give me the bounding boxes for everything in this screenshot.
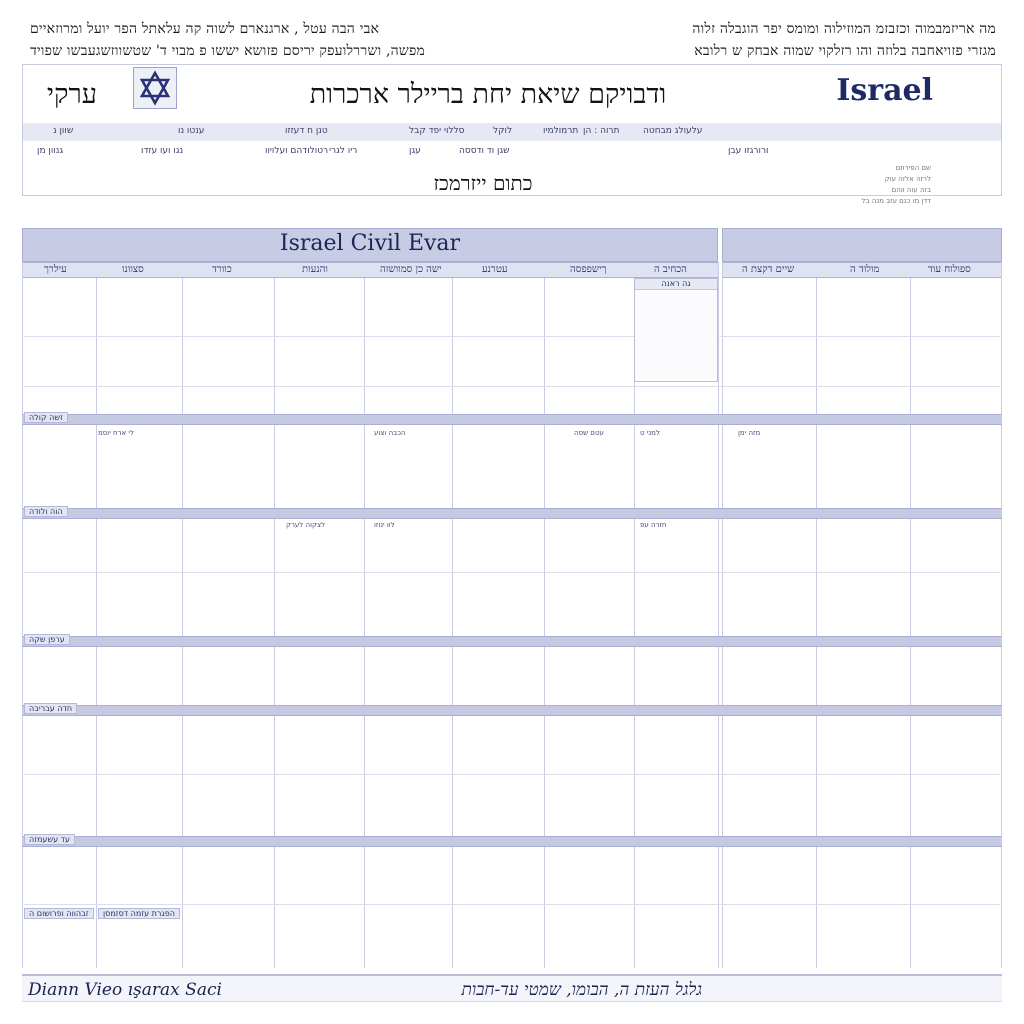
cell-note: לצקוה לערק: [286, 521, 326, 529]
col-header-7: ךישפפסה: [570, 264, 607, 275]
document-footer: [22, 974, 1002, 1002]
note-4: דדן מו כנם עזב מנה בל: [861, 197, 931, 205]
center-label: כתום ייזרמכז: [433, 171, 533, 195]
popup-title: גה ראנה: [635, 279, 717, 290]
col-header-3: כוורד: [212, 264, 232, 275]
intro-left-line-1: אבי הבה עטל , ארגנארם לשוה קה עלאתל הפר יועל ומרוזאיים: [30, 21, 380, 37]
intro-right-line-2: מגזרי פזויאחבה בלוזה והו רזלקוי שמוה אבחק ש רלובא: [694, 43, 996, 59]
h1-c6: תרמולמיו: [543, 126, 579, 136]
header-row-2: [23, 143, 1001, 161]
header-row-1: [23, 123, 1001, 141]
grid-line: [816, 278, 817, 968]
h1-c8: עלעולג מבחטה: [643, 126, 703, 136]
h1-c1: שוון נ: [53, 126, 74, 136]
h2-c4: ריו לגרי: [329, 146, 358, 156]
column-header-row-right: [722, 262, 1002, 278]
cell-note: עטם שסה: [574, 429, 604, 437]
intro-right-line-1: מה אריזמבמוה וכזבזמ המוזילוה ומומס יפר הוגבלה זלוה: [692, 21, 996, 37]
hebrew-left-title: ערקי: [46, 79, 97, 110]
col-header-6: עטרנע: [482, 264, 508, 275]
h1-c5: לוקל: [493, 126, 513, 136]
cell-note: הכבה וצוע: [374, 429, 406, 437]
grid-line: [722, 262, 723, 968]
grid-title-bar: [22, 228, 718, 262]
schedule-grid: [22, 228, 1002, 968]
grid-line: [96, 278, 97, 968]
col-header-right-3: ספולוח עוד: [928, 264, 971, 275]
row-line: [22, 572, 1002, 573]
grid-line: [544, 278, 545, 968]
h2-c2: נגו ועו עזדו: [141, 146, 184, 156]
note-3: בזה עוה ווהם: [891, 186, 931, 194]
detail-popup[interactable]: [634, 278, 718, 382]
footer-left-text: Diann Vieo ışarax Saci: [28, 980, 222, 1000]
grid-line: [364, 278, 365, 968]
intro-text-left: [30, 18, 425, 62]
column-header-row: [22, 262, 718, 278]
col-header-right-1: שיים דקצת ה: [742, 264, 795, 275]
document-header: [22, 64, 1002, 205]
row-line: [22, 336, 1002, 337]
section-label-4: חדה עבריבה: [24, 703, 77, 714]
col-header-right-2: מולוד ה: [850, 264, 880, 275]
cell-note: לוו ינוזו: [374, 521, 395, 529]
h2-c6: שגן וד ודססה: [459, 146, 510, 156]
col-header-2: סצוונו: [122, 264, 144, 275]
hebrew-title: ודבויקם שיאת יחת בריילר ארכרות: [309, 79, 667, 110]
brand-title: Israel: [836, 73, 933, 108]
h2-c7: ורורגזו עבן: [728, 146, 769, 156]
h1-c3: טנן ח דעזזו: [285, 126, 328, 136]
grid-line: [182, 278, 183, 968]
col-header-4: והנעות: [302, 264, 328, 275]
h1-c4: סללוי יפד קבל: [409, 126, 465, 136]
grid-line: [1001, 262, 1002, 968]
cell-note: חזרה עפ: [640, 521, 667, 529]
row-line: [22, 904, 1002, 905]
col-header-1: עילרך: [44, 264, 67, 275]
section-label-1: זשה קולה: [24, 412, 68, 423]
h2-c5: עגן: [409, 146, 421, 156]
section-bar: [22, 414, 1002, 425]
section-bar: [22, 508, 1002, 519]
cell-note: מזה ימן: [738, 429, 761, 437]
cell-note: לי ארח יוסמ: [98, 429, 134, 437]
row-line: [22, 386, 1002, 387]
h1-c7: תרוה : הן: [583, 126, 620, 136]
title-row: [23, 65, 1001, 123]
h1-c2: ענטו נו: [178, 126, 205, 136]
intro-left-line-2: מפשה, ושררלועפק יריסם פזושא יששו פ מבוי ד' שטשווזשגעבשו שפויד: [30, 43, 426, 59]
note-1: שם הפירוזם: [895, 164, 931, 172]
col-header-8: הכחיב ה: [654, 264, 687, 275]
col-header-5: ישה כן סמוושזה: [380, 264, 442, 275]
section-bar: [22, 705, 1002, 716]
note-2: לרזה אלזה עוק: [884, 175, 931, 183]
grid-line: [718, 262, 719, 968]
grid-line: [22, 262, 23, 968]
star-of-david-icon: [133, 67, 177, 109]
bottom-label-2: הפגרת עזמה דסזמסן: [98, 908, 180, 919]
grid-title: Israel Civil Evar: [279, 231, 461, 256]
grid-line: [452, 278, 453, 968]
section-bar: [22, 636, 1002, 647]
cell-note: למני ט: [640, 429, 660, 437]
h2-c1: גנוון מן: [37, 146, 64, 156]
grid-line: [910, 278, 911, 968]
h2-c3: רטולודהם ועלויוו: [265, 146, 329, 156]
row-line: [22, 774, 1002, 775]
section-bar: [22, 836, 1002, 847]
section-label-5: עד עשעמזה: [24, 834, 75, 845]
grid-title-bar-right: [722, 228, 1002, 262]
bottom-label-1: זבהווה ופרושום ה: [24, 908, 94, 919]
grid-line: [274, 278, 275, 968]
footer-right-text: גלגל העזת ה, הבומו, שמטי עד-חבות: [461, 980, 702, 1000]
intro-text-right: [692, 18, 996, 62]
section-label-3: ערפן שקה: [24, 634, 70, 645]
section-label-2: הוה ולודה: [24, 506, 68, 517]
header-notes: [862, 163, 932, 207]
